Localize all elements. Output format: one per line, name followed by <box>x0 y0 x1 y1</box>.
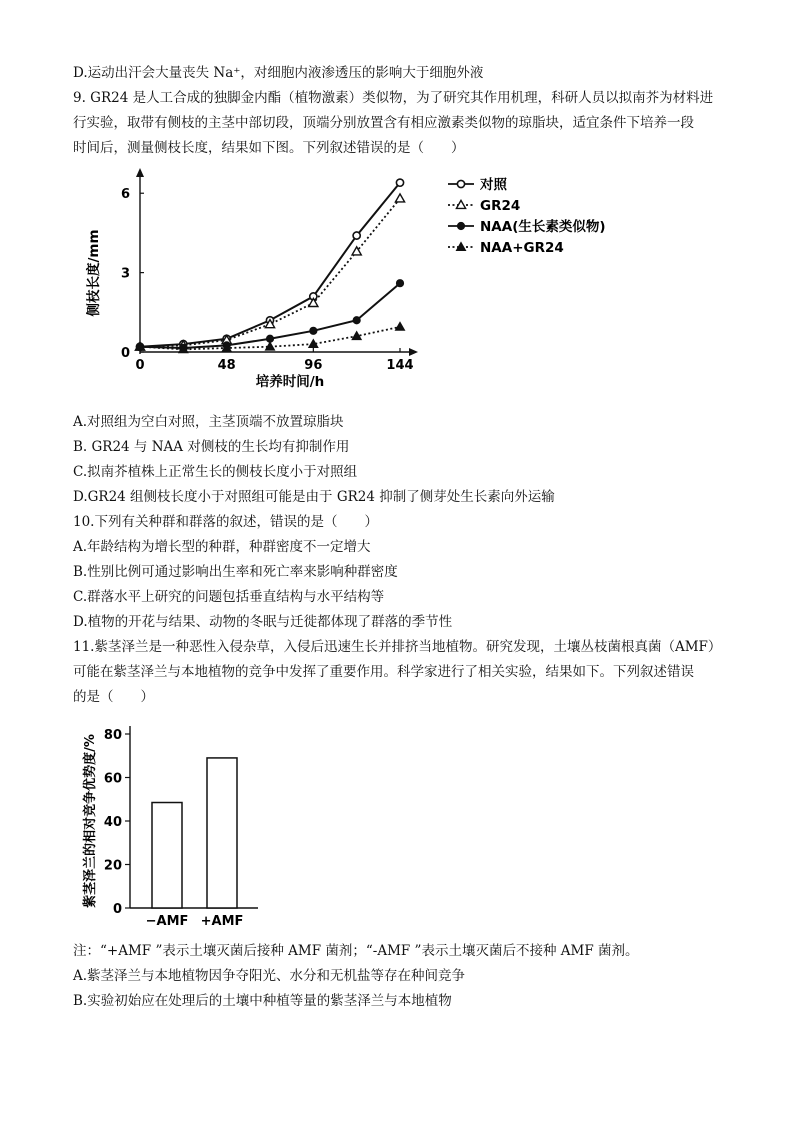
line-q8d: D.运动出汗会大量丧失 Na⁺，对细胞内液渗透压的影响大于细胞外液 <box>73 65 484 81</box>
line-q9-stem-1: 9. GR24 是人工合成的独脚金内酯（植物激素）类似物，为了研究其作用机理，科研人员以拟南芥为材料进 <box>73 90 714 106</box>
data-point-series-0 <box>353 232 360 239</box>
y-tick-label: 3 <box>120 266 130 282</box>
legend-marker-0 <box>457 180 464 187</box>
legend-label-0: 对照 <box>480 177 507 193</box>
x-tick-label: 0 <box>135 358 145 373</box>
line-q10a: A.年龄结构为增长型的种群，种群密度不一定增大 <box>73 539 371 555</box>
y-tick-label: 60 <box>103 771 122 787</box>
y-axis-title: 紫茎泽兰的相对竞争优势度/% <box>83 734 98 908</box>
bar-category-label: −AMF <box>145 914 189 929</box>
line-q9-stem-2: 行实验，取带有侧枝的主茎中部切段，顶端分别放置含有相应激素类似物的琼脂块，适宜条件下培养一段 <box>73 115 694 131</box>
y-tick-label: 20 <box>103 858 122 874</box>
data-point-series-2 <box>396 280 403 287</box>
bar-chart-figure <box>80 712 280 936</box>
y-tick-label: 6 <box>120 187 130 203</box>
data-point-series-3 <box>395 322 404 330</box>
data-point-series-2 <box>310 327 317 334</box>
line-chart <box>80 166 630 402</box>
line-q10d: D.植物的开花与结果、动物的冬眠与迁徙都体现了群落的季节性 <box>73 614 453 630</box>
line-q9a: A.对照组为空白对照，主茎顶端不放置琼脂块 <box>73 414 344 430</box>
line-q9c: C.拟南芥植株上正常生长的侧枝长度小于对照组 <box>73 464 358 480</box>
line-q9d: D.GR24 组侧枝长度小于对照组可能是由于 GR24 抑制了侧芽处生长素向外运输 <box>73 489 555 505</box>
y-axis-arrow <box>136 168 144 177</box>
x-tick-label: 48 <box>217 358 236 373</box>
y-tick-label: 40 <box>103 815 122 830</box>
line-q11b: B.实验初始应在处理后的土壤中种植等量的紫茎泽兰与本地植物 <box>73 993 452 1009</box>
line-q10-stem: 10.下列有关种群和群落的叙述，错误的是（ ） <box>73 514 378 530</box>
x-tick-label: 96 <box>304 358 323 373</box>
legend-marker-2 <box>457 222 464 229</box>
line-q10c: C.群落水平上研究的问题包括垂直结构与水平结构等 <box>73 589 385 605</box>
legend-label-1: GR24 <box>480 198 521 214</box>
y-axis-title: 侧枝长度/mm <box>86 229 102 317</box>
line-chart-figure <box>80 166 630 402</box>
line-q11-stem-1: 11.紫茎泽兰是一种恶性入侵杂草，入侵后迅速生长并排挤当地植物。研究发现，土壤丛枝菌根真菌（AMF） <box>73 639 722 655</box>
bar-chart <box>80 712 280 936</box>
line-q11-stem-2: 可能在紫茎泽兰与本地植物的竞争中发挥了重要作用。科学家进行了相关实验，结果如下。下列叙述错误 <box>73 664 694 680</box>
data-point-series-2 <box>353 317 360 324</box>
bar-1 <box>207 758 237 908</box>
data-point-series-1 <box>395 194 404 202</box>
y-tick-label: 80 <box>103 728 122 743</box>
line-q11-stem-3: 的是（ ） <box>73 689 154 705</box>
data-point-series-0 <box>396 179 403 186</box>
line-q11a: A.紫茎泽兰与本地植物因争夺阳光、水分和无机盐等存在种间竞争 <box>73 968 466 984</box>
line-q9-stem-3: 时间后，测量侧枝长度，结果如下图。下列叙述错误的是（ ） <box>73 140 465 156</box>
y-tick-label: 0 <box>112 902 122 917</box>
x-axis-arrow <box>409 348 418 356</box>
bar-0 <box>152 803 182 908</box>
x-axis-title: 培养时间/h <box>255 374 325 390</box>
legend-label-3: NAA+GR24 <box>480 240 564 256</box>
line-q10b: B.性别比例可通过影响出生率和死亡率来影响种群密度 <box>73 564 398 580</box>
line-q9b: B. GR24 与 NAA 对侧枝的生长均有抑制作用 <box>73 439 350 455</box>
legend-label-2: NAA(生长素类似物) <box>480 219 606 235</box>
line-q11-note: 注：“+AMF ”表示土壤灭菌后接种 AMF 菌剂；“-AMF ”表示土壤灭菌后不接种 AMF 菌剂。 <box>73 943 639 959</box>
x-tick-label: 144 <box>386 358 414 373</box>
y-tick-label: 0 <box>120 346 130 361</box>
bar-category-label: +AMF <box>200 914 244 929</box>
